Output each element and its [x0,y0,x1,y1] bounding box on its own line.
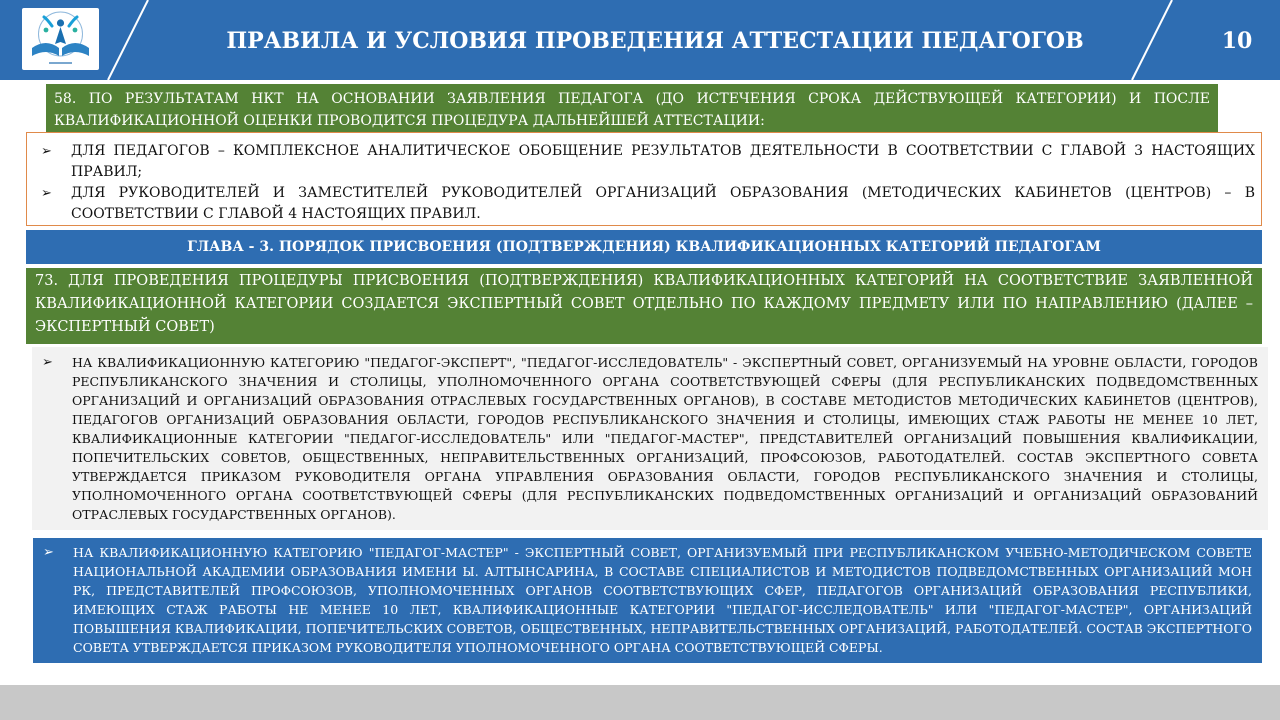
chapter-heading [26,230,1262,264]
bullet-text: ДЛЯ РУКОВОДИТЕЛЕЙ И ЗАМЕСТИТЕЛЕЙ РУКОВОДИТЕЛЕЙ ОРГАНИЗАЦИЙ ОБРАЗОВАНИЯ (МЕТОДИЧЕСКИХ КАБИНЕТОВ (ЦЕНТРОВ) – В СООТВЕТСТВИИ С ГЛАВОЙ 4 НАСТОЯЩИХ ПРАВИЛ. [71,185,1255,222]
list-item [42,353,1258,524]
master-council-panel [33,538,1262,663]
slide-title: ПРАВИЛА И УСЛОВИЯ ПРОВЕДЕНИЯ АТТЕСТАЦИИ ПЕДАГОГОВ [226,28,1084,54]
item-58-bullets-box [26,132,1262,226]
slide-header [0,0,1280,80]
slide-footer-bar [0,685,1280,720]
bullet-text: НА КВАЛИФИКАЦИОННУЮ КАТЕГОРИЮ "ПЕДАГОГ-ЭКСПЕРТ", "ПЕДАГОГ-ИССЛЕДОВАТЕЛЬ" - ЭКСПЕРТНЫЙ СОВЕТ, ОРГАНИЗУЕМЫЙ НА УРОВНЕ ОБЛАСТИ, ГОРОДОВ РЕСПУБЛИКАНСКОГО ЗНАЧЕНИЯ И СТОЛИЦЫ, УПОЛНОМОЧЕННОГО ОРГАНА СООТВЕТСТВУЮЩЕЙ СФЕРЫ (ДЛЯ РЕСПУБЛИКАНСКИХ ПОДВЕДОМСТВЕННЫХ ОРГАНИЗАЦИЙ И ОРГАНИЗАЦИЙ ОБРАЗОВАНИЯ ОТРАСЛЕВЫХ ГОСУДАРСТВЕННЫХ ОРГАНОВ), В СОСТАВЕ МЕТОДИСТОВ МЕТОДИЧЕСКИХ КАБИНЕТОВ (ЦЕНТРОВ), ПЕДАГОГОВ ОРГАНИЗАЦИЙ ОБРАЗОВАНИЯ ОБЛАСТИ, ГОРОДОВ РЕСПУБЛИКАНСКОГО ЗНАЧЕНИЯ И СТОЛИЦЫ, ИМЕЮЩИХ СТАЖ РАБОТЫ НЕ МЕНЕЕ 10 ЛЕТ, КВАЛИФИКАЦИОННЫЕ КАТЕГОРИИ "ПЕДАГОГ-ИССЛЕДОВАТЕЛЬ" ИЛИ "ПЕДАГОГ-МАСТЕР", ПРЕДСТАВИТЕЛЕЙ ОРГАНИЗАЦИЙ ПОВЫШЕНИЯ КВАЛИФИКАЦИИ, ПОПЕЧИТЕЛЬСКИХ СОВЕТОВ, ОБЩЕСТВЕННЫХ, НЕПРАВИТЕЛЬСТВЕННЫХ ОРГАНИЗАЦИЙ, ПРОФСОЮЗОВ, РАБОТОДАТЕЛЕЙ. СОСТАВ ЭКСПЕРТНОГО СОВЕТА УТВЕРЖДАЕТСЯ ПРИКАЗОМ РУКОВОДИТЕЛЯ ОРГАНА УПРАВЛЕНИЯ ОБРАЗОВАНИЯ ОБЛАСТИ, ГОРОДОВ РЕСПУБЛИКАНСКОГО ЗНАЧЕНИЯ И СТОЛИЦЫ, УПОЛНОМОЧЕННОГО ОРГАНА СООТВЕТСТВУЮЩЕЙ СФЕРЫ (ДЛЯ РЕСПУБЛИКАНСКИХ ПОДВЕДОМСТВЕННЫХ ОРГАНИЗАЦИЙ И ОРГАНИЗАЦИЙ ОБРАЗОВАНИЙ ОТРАСЛЕВЫХ ГОСУДАРСТВЕННЫХ ОРГАНОВ). [72,355,1258,522]
expert-council-panel [32,347,1268,530]
list-item [41,141,1255,183]
arrow-bullet-icon: ➢ [42,355,53,370]
item-73-box [26,268,1262,344]
chapter-title: ГЛАВА - 3. ПОРЯДОК ПРИСВОЕНИЯ (ПОДТВЕРЖДЕНИЯ) КВАЛИФИКАЦИОННЫХ КАТЕГОРИЙ ПЕДАГОГАМ [187,239,1101,255]
arrow-bullet-icon: ➢ [41,144,52,159]
arrow-bullet-icon: ➢ [43,545,54,560]
list-item [41,183,1255,225]
item-58-text: 58. ПО РЕЗУЛЬТАТАМ НКТ НА ОСНОВАНИИ ЗАЯВЛЕНИЯ ПЕДАГОГА (ДО ИСТЕЧЕНИЯ СРОКА ДЕЙСТВУЮЩЕЙ КАТЕГОРИИ) И ПОСЛЕ КВАЛИФИКАЦИОННОЙ ОЦЕНКИ ПРОВОДИТСЯ ПРОЦЕДУРА ДАЛЬНЕЙШЕЙ АТТЕСТАЦИИ: [54,91,1210,129]
list-item [43,543,1252,657]
education-book-logo-icon [22,8,99,70]
page-number: 10 [1221,28,1253,54]
item-73-text: 73. ДЛЯ ПРОВЕДЕНИЯ ПРОЦЕДУРЫ ПРИСВОЕНИЯ (ПОДТВЕРЖДЕНИЯ) КВАЛИФИКАЦИОННЫХ КАТЕГОРИЙ НА СООТВЕТСТВИЕ ЗАЯВЛЕННОЙ КВАЛИФИКАЦИОННОЙ КАТЕГОРИИ СОЗДАЕТСЯ ЭКСПЕРТНЫЙ СОВЕТ ОТДЕЛЬНО ПО КАЖДОМУ ПРЕДМЕТУ ИЛИ ПО НАПРАВЛЕНИЮ (ДАЛЕЕ – ЭКСПЕРТНЫЙ СОВЕТ) [35,273,1253,335]
item-58-box [46,84,1218,136]
arrow-bullet-icon: ➢ [41,186,52,201]
bullet-text: ДЛЯ ПЕДАГОГОВ – КОМПЛЕКСНОЕ АНАЛИТИЧЕСКОЕ ОБОБЩЕНИЕ РЕЗУЛЬТАТОВ ДЕЯТЕЛЬНОСТИ В СООТВЕТСТВИИ С ГЛАВОЙ 3 НАСТОЯЩИХ ПРАВИЛ; [71,143,1255,180]
bullet-text: НА КВАЛИФИКАЦИОННУЮ КАТЕГОРИЮ "ПЕДАГОГ-МАСТЕР" - ЭКСПЕРТНЫЙ СОВЕТ, ОРГАНИЗУЕМЫЙ ПРИ РЕСПУБЛИКАНСКОМ УЧЕБНО-МЕТОДИЧЕСКОМ СОВЕТЕ НАЦИОНАЛЬНОЙ АКАДЕМИИ ОБРАЗОВАНИЯ ИМЕНИ Ы. АЛТЫНСАРИНА, В СОСТАВЕ СПЕЦИАЛИСТОВ И МЕТОДИСТОВ ПОДВЕДОМСТВЕННЫХ ОРГАНИЗАЦИЙ МОН РК, ПРЕДСТАВИТЕЛЕЙ ПРОФСОЮЗОВ, УПОЛНОМОЧЕННЫХ ОРГАНОВ СООТВЕТСТВУЮЩИХ СФЕР, ПЕДАГОГОВ ОРГАНИЗАЦИЙ ОБРАЗОВАНИЯ РЕСПУБЛИКИ, ИМЕЮЩИХ СТАЖ РАБОТЫ НЕ МЕНЕЕ 10 ЛЕТ, КВАЛИФИКАЦИОННЫЕ КАТЕГОРИИ "ПЕДАГОГ-ИССЛЕДОВАТЕЛЬ" ИЛИ "ПЕДАГОГ-МАСТЕР", ОРГАНИЗАЦИЙ ПОВЫШЕНИЯ КВАЛИФИКАЦИИ, ПОПЕЧИТЕЛЬСКИХ СОВЕТОВ, ОБЩЕСТВЕННЫХ, НЕПРАВИТЕЛЬСТВЕННЫХ ОРГАНИЗАЦИЙ, РАБОТОДАТЕЛЕЙ. СОСТАВ ЭКСПЕРТНОГО СОВЕТА УТВЕРЖДАЕТСЯ ПРИКАЗОМ РУКОВОДИТЕЛЯ УПОЛНОМОЧЕННОГО ОРГАНА СООТВЕТСТВУЮЩЕЙ СФЕРЫ. [73,545,1252,655]
